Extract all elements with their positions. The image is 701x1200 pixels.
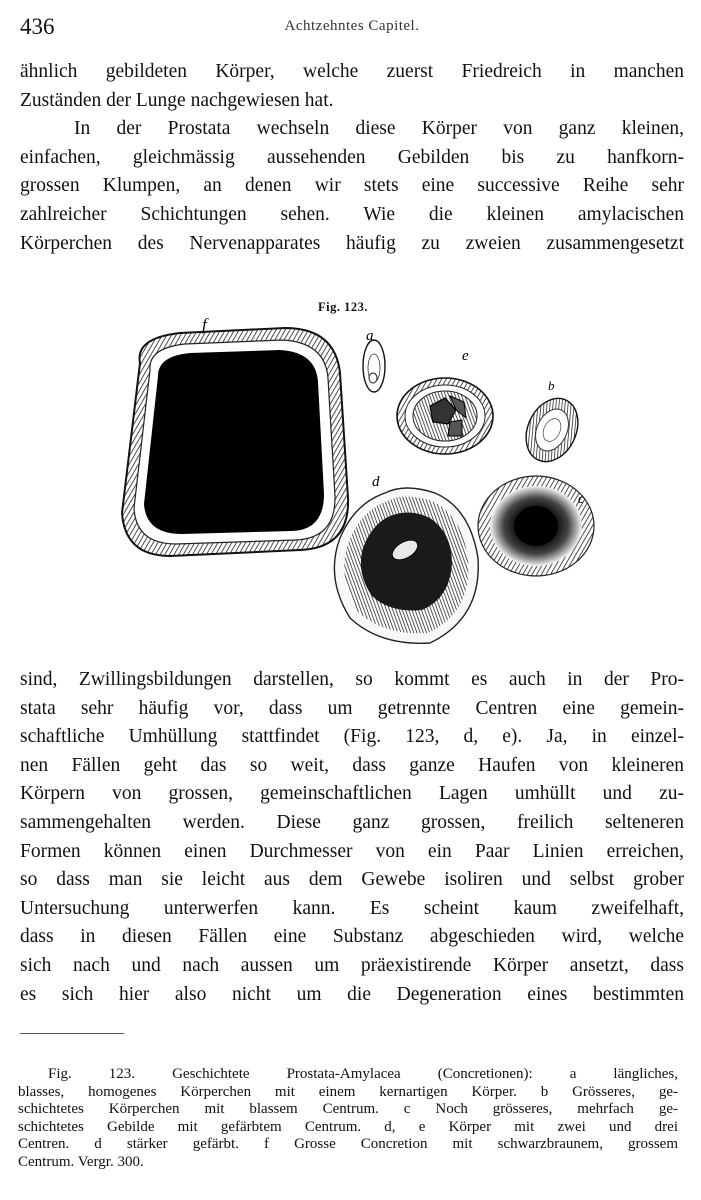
text-line: In der Prostata wechseln diese Körper von ganz kleinen,: [74, 118, 684, 140]
figure-caption-footnote: [18, 1066, 678, 1172]
footnote-line: blasses, homogenes Körperchen mit einem kernartigen Körper. b Grösseres, ge-: [18, 1083, 678, 1100]
figure-number: Fig. 123.: [318, 300, 368, 314]
footnote-rule: [20, 1033, 124, 1034]
label-d: d: [372, 474, 380, 490]
concretion-d: [334, 474, 478, 643]
label-b: b: [548, 378, 555, 393]
concretion-c: [478, 476, 594, 576]
text-line: grossen Klumpen, an denen wir stets eine successive Reihe sehr: [20, 175, 684, 197]
text-line: Untersuchung unterwerfen kann. Es scheint kaum zweifelhaft,: [20, 897, 684, 919]
text-line: nen Fällen geht das so weit, dass ganze Haufen von kleineren: [20, 754, 684, 776]
concretion-e: [397, 348, 493, 454]
footnote-line: schichtetes Körperchen mit blassem Centrum. c Noch grösseres, mehrfach ge-: [18, 1101, 678, 1118]
concretion-f: [122, 315, 348, 556]
footnote-line: Centrum. Vergr. 300.: [18, 1153, 144, 1170]
text-line: schaftliche Umhüllung stattfindet (Fig. 123, d, e). Ja, in einzel-: [20, 726, 684, 748]
text-line: zahlreicher Schichtungen sehen. Wie die kleinen amylacischen: [20, 203, 684, 225]
label-f: f: [202, 315, 207, 334]
text-line: Zuständen der Lunge nachgewiesen hat.: [20, 89, 334, 111]
concretion-b: [516, 378, 587, 470]
figure-prostate-concretions: [100, 298, 600, 658]
concretion-a: [363, 328, 385, 392]
footnote-line: Fig. 123. Geschichtete Prostata-Amylacea (Concretionen): a längliches,: [48, 1066, 678, 1082]
paragraph-bottom: [20, 666, 684, 1009]
paragraph-top: [20, 58, 684, 258]
text-line: so dass man sie leicht aus dem Gewebe isoliren und selbst grober: [20, 869, 684, 891]
label-a: a: [366, 328, 374, 344]
page-header: [20, 14, 684, 44]
text-line: sich nach und nach aussen um präexistirende Körper ansetzt, dass: [20, 954, 684, 976]
text-line: dass in diesen Fällen eine Substanz abgeschieden wird, welche: [20, 926, 684, 948]
footnote-line: schichtetes Gebilde mit gefärbtem Centrum. d, e Körper mit zwei und drei: [18, 1118, 678, 1135]
text-line: es sich hier also nicht um die Degeneration eines bestimmten: [20, 983, 684, 1005]
text-line: sind, Zwillingsbildungen darstellen, so kommt es auch in der Pro-: [20, 669, 684, 690]
text-line: sammengehalten werden. Diese ganz grossen, freilich selteneren: [20, 811, 684, 833]
text-line: stata sehr häufig vor, dass um getrennte Centren eine gemein-: [20, 697, 684, 719]
text-line: Körperchen des Nervenapparates häufig zu zweien zusammengesetzt: [20, 232, 684, 254]
running-head: Achtzehntes Capitel.: [284, 18, 420, 34]
page-number: 436: [20, 14, 55, 39]
text-line: einfachen, gleichmässig aussehenden Gebilden bis zu hanfkorn-: [20, 146, 684, 168]
text-line: Formen können einen Durchmesser von ein Paar Linien erreichen,: [20, 840, 684, 862]
label-c: c: [578, 492, 585, 507]
footnote-line: Centren. d stärker gefärbt. f Grosse Concretion mit schwarzbraunem, grossem: [18, 1136, 678, 1153]
text-line: Körpern von grossen, gemeinschaftlichen Lagen umhüllt und zu-: [20, 783, 684, 805]
text-line: ähnlich gebildeten Körper, welche zuerst Friedreich in manchen: [20, 61, 684, 82]
label-e: e: [462, 348, 469, 364]
